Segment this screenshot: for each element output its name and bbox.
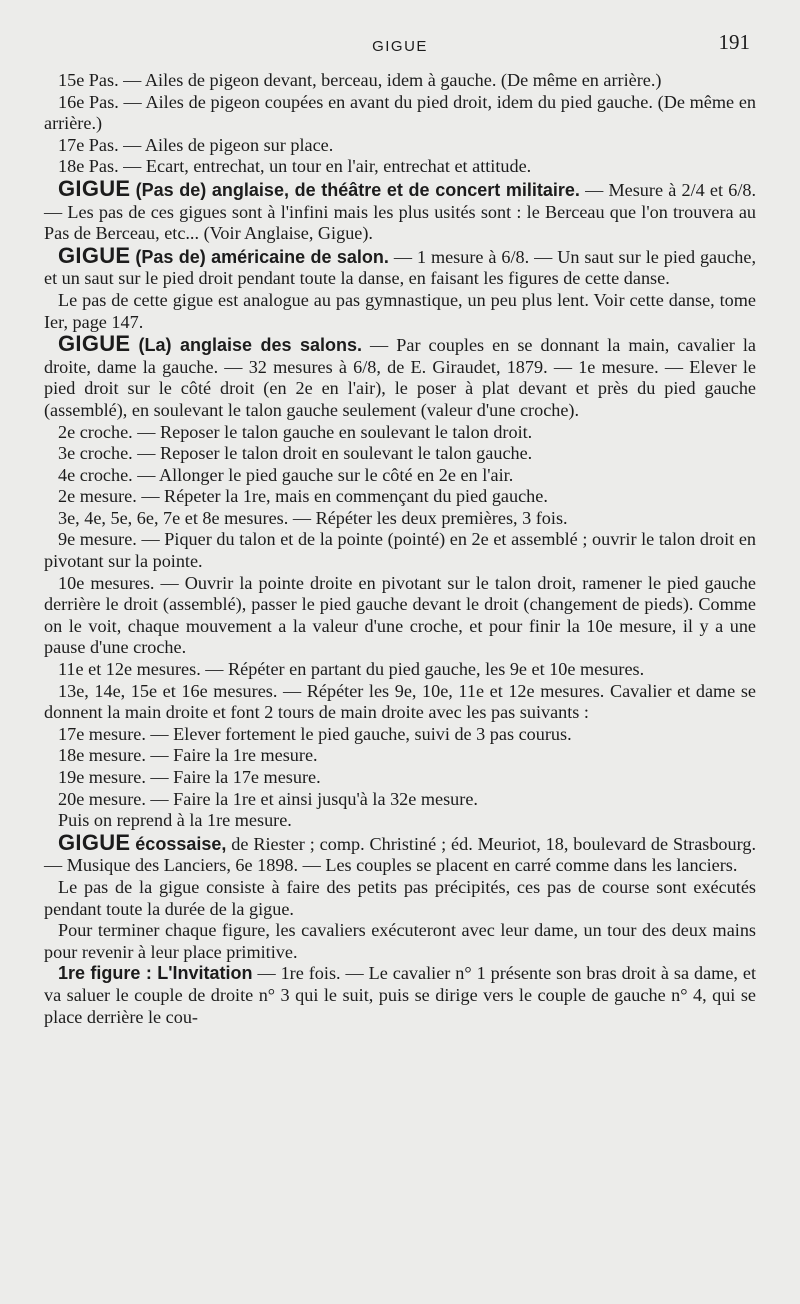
step-item: Puis on reprend à la 1re mesure. <box>58 810 292 831</box>
step-item: 10e mesures. — Ouvrir la pointe droite en pivotant sur le talon droit, ramener le pied gauche derrière le droit (assemblé), passer le pied gauche devant le droit (changement de pieds). Comme on le voit, chaque mouvement a la valeur d'une croche, et pour finir la 10e mesure, il y a une pause d'une croche. <box>44 572 756 658</box>
paragraph: Le pas de cette gigue est analogue au pas gymnastique, un peu plus lent. Voir cette danse, tome Ier, page 147. <box>44 289 756 332</box>
running-title: GIGUE <box>372 38 428 55</box>
paragraph: 18e Pas. — Ecart, entrechat, un tour en l'air, entrechat et attitude. <box>58 156 532 177</box>
entry-heading: (Pas de) américaine de salon. <box>135 246 389 267</box>
step-item: 18e mesure. — Faire la 1re mesure. <box>58 745 318 766</box>
entry-keyword: GIGUE <box>58 175 131 201</box>
page-header <box>44 26 756 70</box>
step-item: 9e mesure. — Piquer du talon et de la pointe (pointé) en 2e et assemblé ; ouvrir le talon droit en pivotant sur la pointe. <box>44 529 756 572</box>
figure-paragraph <box>44 963 756 1028</box>
entry-heading: (Pas de) anglaise, de théâtre et de concert militaire. <box>135 179 580 200</box>
figure-text: — 1re fois. — Le cavalier n° 1 présente son bras droit à sa dame, et va saluer le couple de droite n° 3 qui le suit, puis se dirige vers le couple de gauche n° 4, qui se place derrière le cou- <box>44 963 757 1027</box>
step-item: 2e croche. — Reposer le talon gauche en soulevant le talon droit. <box>58 421 533 442</box>
step-item: 3e, 4e, 5e, 6e, 7e et 8e mesures. — Répéter les deux premières, 3 fois. <box>58 507 568 528</box>
entry-text: de Riester ; comp. Christiné ; éd. Meuriot, 18, boulevard de Strasbourg. — Musique des Lanciers, 6e 1898. — Les couples se placent en carré comme dans les lanciers. <box>44 833 756 876</box>
step-item: 11e et 12e mesures. — Répéter en partant du pied gauche, les 9e et 10e mesures. <box>58 659 645 680</box>
entry-heading: écossaise, <box>135 833 227 854</box>
entry-heading: (La) anglaise des salons. <box>138 335 362 356</box>
body-text <box>44 70 756 1028</box>
entry <box>44 242 757 290</box>
entry-keyword: GIGUE <box>58 331 131 357</box>
entry-text: — 1 mesure à 6/8. — Un saut sur le pied gauche, et un saut sur le pied droit pendant toute la danse, en faisant les figures de cette danse. <box>44 246 757 289</box>
entry-text: — Par couples en se donnant la main, cavalier la droite, dame la gauche. — 32 mesures à 6/8, de E. Giraudet, 1879. — 1e mesure. — Elever le pied droit sur le côté droit (en 2e en l'air), le poser à plat devant et près du pied gauche (assemblé), en soulevant le talon gauche seulement (valeur d'une croche). <box>44 335 756 420</box>
entry <box>44 333 756 421</box>
step-item: 4e croche. — Allonger le pied gauche sur le côté en 2e en l'air. <box>58 464 514 485</box>
paragraph: Le pas de la gigue consiste à faire des petits pas précipités, ces pas de course sont exécutés pendant toute la durée de la gigue. <box>44 876 756 919</box>
figure-title: 1re figure : L'Invitation <box>58 963 253 984</box>
step-item: 13e, 14e, 15e et 16e mesures. — Répéter les 9e, 10e, 11e et 12e mesures. Cavalier et dame se donnent la main droite et font 2 tours de main droite avec les pas suivants : <box>44 680 756 723</box>
paragraph: Pour terminer chaque figure, les cavaliers exécuteront avec leur dame, un tour des deux mains pour revenir à leur place primitive. <box>44 920 756 962</box>
paragraph: 16e Pas. — Ailes de pigeon coupées en avant du pied droit, idem du pied gauche. (De même en arrière.) <box>44 91 756 134</box>
entry-text: — Mesure à 2/4 et 6/8. — Les pas de ces gigues sont à l'infini mais les plus usités sont : le Berceau que l'on trouvera au Pas de Berceau, etc... (Voir Anglaise, Gigue). <box>44 179 757 244</box>
paragraph: 17e Pas. — Ailes de pigeon sur place. <box>58 134 334 155</box>
paragraph: 15e Pas. — Ailes de pigeon devant, berceau, idem à gauche. (De même en arrière.) <box>58 70 662 90</box>
step-item: 19e mesure. — Faire la 17e mesure. <box>58 767 321 787</box>
step-item: 3e croche. — Reposer le talon droit en soulevant le talon gauche. <box>58 443 533 464</box>
step-item: 2e mesure. — Répeter la 1re, mais en commençant du pied gauche. <box>58 486 548 507</box>
step-item: 20e mesure. — Faire la 1re et ainsi jusqu'à la 32e mesure. <box>58 788 478 809</box>
step-item: 17e mesure. — Elever fortement le pied gauche, suivi de 3 pas courus. <box>58 723 572 744</box>
entry <box>44 175 757 245</box>
entry-keyword: GIGUE <box>58 829 131 855</box>
entry <box>44 829 756 877</box>
entry-keyword: GIGUE <box>58 242 131 268</box>
page-number: 191 <box>718 30 750 54</box>
